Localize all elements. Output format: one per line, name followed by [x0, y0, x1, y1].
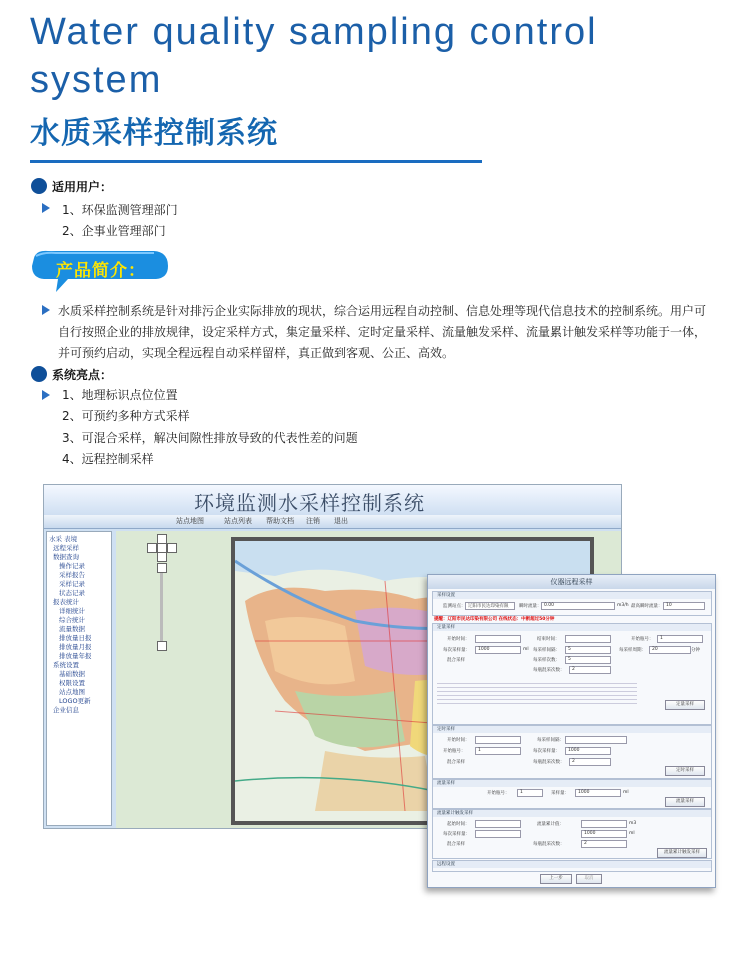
flow-sample-button[interactable]: 流量采样: [665, 797, 705, 807]
tree-item[interactable]: 系统设置: [53, 661, 79, 669]
bottle-select[interactable]: [517, 789, 543, 797]
tree-item[interactable]: 站点地图: [59, 688, 85, 696]
flow-amount-field[interactable]: [575, 789, 621, 797]
flow-label: 瞬时流量：: [519, 604, 542, 609]
english-title: Water quality sampling control system: [30, 11, 598, 101]
users-item: 2、企事业管理部门: [62, 224, 166, 238]
tree-item[interactable]: 采样报告: [59, 571, 85, 579]
tree-item[interactable]: 排放量日报: [59, 634, 92, 642]
per-amount-label: 每次采样量：: [533, 749, 560, 754]
tree-item[interactable]: 企业信息: [53, 706, 79, 714]
highlights-label: 系统亮点：: [52, 368, 113, 382]
max-flow-field[interactable]: [663, 602, 705, 610]
tree-item[interactable]: 数据查询: [53, 553, 79, 561]
nav-item[interactable]: 注销: [306, 517, 320, 525]
quant-notes: [437, 680, 637, 716]
nav-tree: [46, 531, 112, 826]
interval-label: 每采样间隔：: [537, 738, 564, 743]
group-header: 采样设置: [433, 592, 711, 599]
per-bottle-label: 每瓶混采次数：: [533, 760, 565, 765]
interval-value: 5: [568, 647, 571, 652]
zoom-in-icon[interactable]: [157, 563, 167, 573]
station-field[interactable]: [465, 602, 515, 610]
tree-item[interactable]: 排放量月报: [59, 643, 92, 651]
timed-group: [432, 725, 712, 779]
chinese-title: 水质采样控制系统: [30, 116, 278, 151]
flow-amount-label: 采样量：: [551, 791, 569, 796]
arrow-icon: [42, 390, 50, 400]
tree-item[interactable]: 基础数据: [59, 670, 85, 678]
end-time-label: 结束时间：: [537, 637, 560, 642]
pan-down-icon[interactable]: [157, 552, 167, 562]
acc-start-field[interactable]: [475, 820, 521, 828]
dialog-title: 仪器远程采样: [428, 575, 715, 589]
title-underline: [30, 160, 482, 163]
flow-amount-value: 1000: [578, 790, 590, 795]
unit-ml: ml: [523, 647, 529, 652]
interval-field[interactable]: [565, 736, 627, 744]
group-header: 定时采样: [433, 726, 711, 733]
highlight-item: 4、远程控制采样: [62, 452, 154, 466]
per-amount-label: 每次采样量：: [443, 648, 470, 653]
section-bullet-icon: [31, 366, 47, 382]
cycle-label: 每采样周期：: [619, 648, 646, 653]
remote-sampling-dialog: [427, 574, 716, 888]
group-header: 流量累计触发采样: [433, 810, 711, 817]
per-amount-field[interactable]: [565, 747, 611, 755]
tree-item[interactable]: 状态记录: [59, 589, 85, 597]
per-amount-value-field[interactable]: [581, 830, 627, 838]
per-amount-label: 每次采样量：: [443, 832, 470, 837]
users-label: 适用用户：: [52, 180, 113, 194]
end-time-field[interactable]: [565, 635, 611, 643]
per-bottle-label: 每瓶混采次数：: [533, 668, 565, 673]
per-bottle-value: 2: [584, 841, 587, 846]
arrow-icon: [42, 203, 50, 213]
tree-item[interactable]: 报表统计: [53, 598, 79, 606]
nav-item[interactable]: 退出: [334, 517, 348, 525]
tree-item[interactable]: 权限设置: [59, 679, 85, 687]
acc-start-label: 起始时间：: [447, 822, 470, 827]
status-alert: 提醒：辽阳市民达印染有限公司 在线状态：中断超过50分钟: [434, 617, 555, 622]
tree-item[interactable]: 采样记录: [59, 580, 85, 588]
repeat-label: 每采样次数：: [533, 658, 560, 663]
per-bottle-field[interactable]: [569, 758, 611, 766]
repeat-field[interactable]: [565, 656, 611, 664]
section-bullet-icon: [31, 178, 47, 194]
pan-right-icon[interactable]: [167, 543, 177, 553]
bottle-label: 开始瓶号：: [443, 749, 466, 754]
intro-paragraph: 水质采样控制系统是针对排污企业实际排放的现状，综合运用远程自动控制、信息处理等现代信息技术的控制系统。用户可自行按照企业的排放规律，设定采样方式，集定量采样、定时定量采样、流量触发采样、流量累计触发采样等功能于一体，并可预约启动，实现全程远程自动采样留样，真正做到客观、公正、高效。: [58, 304, 707, 360]
start-time-label: 开始时间：: [447, 738, 470, 743]
arrow-icon: [42, 305, 50, 315]
interval-label: 每采样间隔：: [533, 648, 560, 653]
per-bottle-field[interactable]: [581, 840, 627, 848]
quant-group: [432, 623, 712, 725]
unit-ml: ml: [623, 790, 629, 795]
cancel-button[interactable]: 取消: [576, 874, 602, 884]
group-header: 流量采样: [433, 780, 711, 787]
flow-field[interactable]: [541, 602, 615, 610]
interval-field[interactable]: [565, 646, 611, 654]
per-amount-value: 1000: [584, 831, 596, 836]
bottle-select[interactable]: [475, 747, 521, 755]
station-label: 监测站点：: [443, 604, 466, 609]
mix-checkbox[interactable]: 混合采样: [447, 658, 465, 663]
app-nav: [44, 515, 621, 529]
start-time-field[interactable]: [475, 736, 521, 744]
cycle-field[interactable]: [649, 646, 691, 654]
unit-m3: m3: [629, 821, 637, 826]
highlight-item: 1、地理标识点位位置: [62, 388, 178, 402]
flow-value: 0.00: [544, 603, 555, 608]
mix-checkbox[interactable]: 混合采样: [447, 842, 465, 847]
highlight-item: 3、可混合采样，解决间隙性排放导致的代表性差的问题: [62, 431, 358, 445]
cycle-value: 20: [652, 647, 658, 652]
unit-min: 分钟: [691, 648, 700, 653]
group-header: 定量采样: [433, 624, 711, 631]
tree-item[interactable]: 水采 表境: [49, 535, 78, 543]
prev-button[interactable]: 上一步: [540, 874, 572, 884]
tree-item[interactable]: 流量数据: [59, 625, 85, 633]
bottle-value: 1: [520, 790, 523, 795]
per-bottle-value: 2: [572, 759, 575, 764]
bottle-value: 1: [478, 748, 481, 753]
flow-unit: m3/h: [617, 603, 629, 608]
cumulative-group: [432, 809, 712, 859]
bottle-label: 开始瓶号：: [631, 637, 654, 642]
max-flow-value: 10: [666, 603, 672, 608]
per-bottle-value: 2: [572, 667, 575, 672]
per-amount-field[interactable]: [475, 646, 521, 654]
cumulative-sample-button[interactable]: 流量累计触发采样: [657, 848, 707, 858]
tree-item[interactable]: LOGO更新: [59, 697, 91, 705]
per-amount-field[interactable]: [475, 830, 521, 838]
app-header: [44, 485, 621, 515]
nav-item[interactable]: 站点地图: [176, 517, 204, 525]
quant-sample-button[interactable]: 定量采样: [665, 700, 705, 710]
tree-item[interactable]: 排放量年报: [59, 652, 92, 660]
bottle-select[interactable]: [657, 635, 703, 643]
bottle-label: 开始瓶号：: [487, 791, 510, 796]
per-bottle-label: 每瓶混采次数：: [533, 842, 565, 847]
nav-item[interactable]: 站点列表: [224, 517, 252, 525]
zoom-slider[interactable]: [160, 573, 163, 641]
per-amount-value: 1000: [478, 647, 490, 652]
intro-badge-label: 产品简介：: [56, 261, 146, 281]
pan-left-icon[interactable]: [147, 543, 157, 553]
acc-total-label: 流量累计值：: [537, 822, 564, 827]
users-item: 1、环保监测管理部门: [62, 203, 178, 217]
per-amount-value: 1000: [568, 748, 580, 753]
tree-item[interactable]: 远程采样: [53, 544, 79, 552]
tree-item[interactable]: 操作记录: [59, 562, 85, 570]
per-bottle-field[interactable]: [569, 666, 611, 674]
start-time-label: 开始时间：: [447, 637, 470, 642]
station-value: 辽阳市民达印染有限: [468, 604, 509, 609]
group-header: 远程设置: [433, 861, 711, 868]
tree-item[interactable]: 详细统计: [59, 607, 85, 615]
app-title: 环境监测水采样控制系统: [194, 491, 425, 515]
timed-sample-button[interactable]: 定时采样: [665, 766, 705, 776]
acc-total-field[interactable]: [581, 820, 627, 828]
repeat-value: 5: [568, 657, 571, 662]
max-flow-label: 最高瞬时流量：: [631, 604, 663, 609]
tree-item[interactable]: 综合统计: [59, 616, 85, 624]
unit-ml: ml: [629, 831, 635, 836]
status-group: [432, 860, 712, 872]
nav-item[interactable]: 帮助文档: [266, 517, 294, 525]
bottle-value: 1: [660, 636, 663, 641]
start-time-field[interactable]: [475, 635, 521, 643]
flow-group: [432, 779, 712, 809]
mix-checkbox[interactable]: 混合采样: [447, 760, 465, 765]
zoom-out-icon[interactable]: [157, 641, 167, 651]
highlight-item: 2、可预约多种方式采样: [62, 409, 190, 423]
settings-group: [432, 591, 712, 616]
